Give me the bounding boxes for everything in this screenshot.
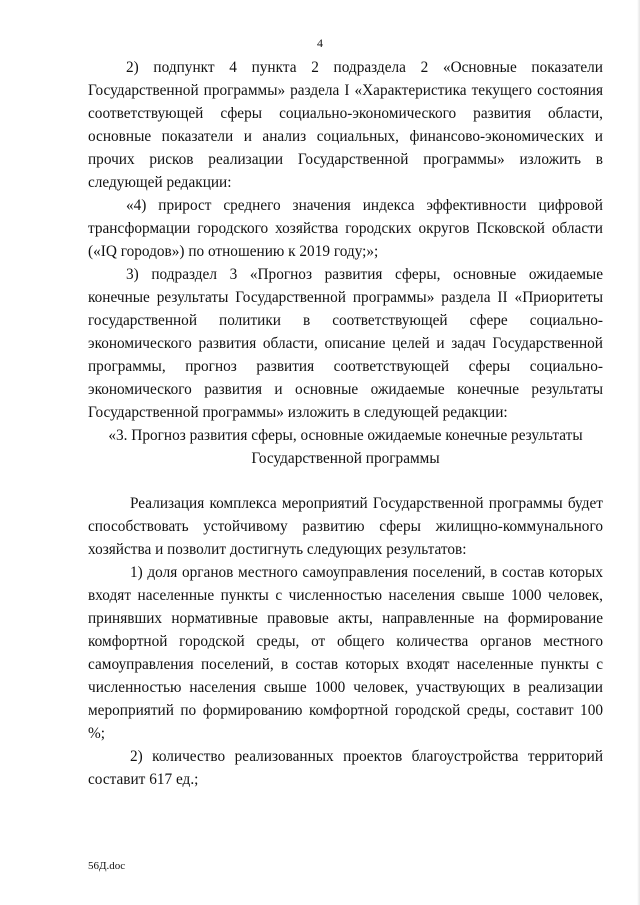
page-number: 4 (317, 36, 323, 50)
paragraph-intro: Реализация комплекса мероприятий Государственной программы будет способствовать устойчивому развитию сферы жилищно-коммунального хозяйства и позволит достигнуть следующих результатов: (88, 495, 603, 558)
paragraph-amendment-2: 2) подпункт 4 пункта 2 подраздела 2 «Основные показатели Государственной программы» раздела I «Характеристика текущего состояния соответствующей сферы социально-экономического развития области, основные показатели и анализ социальных, финансово-экономических и прочих рисков реализации Государственной программы» изложить в следующей редакции: (88, 59, 603, 191)
document-body (88, 56, 603, 791)
paragraph-result-1: 1) доля органов местного самоуправления поселений, в состав которых входят населенные пункты с численностью населения свыше 1000 человек, принявших нормативные правовые акты, направленные на формирование комфортной городской среды, от общего количества органов местного самоуправления поселений, в состав которых входят населенные пункты с численностью населения свыше 1000 человек, участвующих в реализации мероприятий по формированию комфортной городской среды, составит 100 %; (88, 564, 603, 742)
section-heading: «3. Прогноз развития сферы, основные ожидаемые конечные результаты Государственной программы (108, 427, 583, 467)
spacer (88, 470, 603, 492)
paragraph-result-2: 2) количество реализованных проектов благоустройства территорий составит 617 ед.; (88, 748, 603, 788)
file-name-footer: 56Д.doc (88, 860, 126, 872)
paragraph-quote-4: «4) прирост среднего значения индекса эффективности цифровой трансформации городского хозяйства городских округов Псковской области («IQ городов») по отношению к 2019 году;»; (88, 197, 603, 260)
paragraph-amendment-3: 3) подраздел 3 «Прогноз развития сферы, основные ожидаемые конечные результаты Государственной программы» раздела II «Приоритеты государственной политики в соответствующей сфере социально-экономического развития области, описание целей и задач Государственной программы, прогноз развития соответствующей сферы социально-экономического развития и основные ожидаемые конечные результаты Государственной программы» изложить в следующей редакции: (88, 266, 603, 421)
